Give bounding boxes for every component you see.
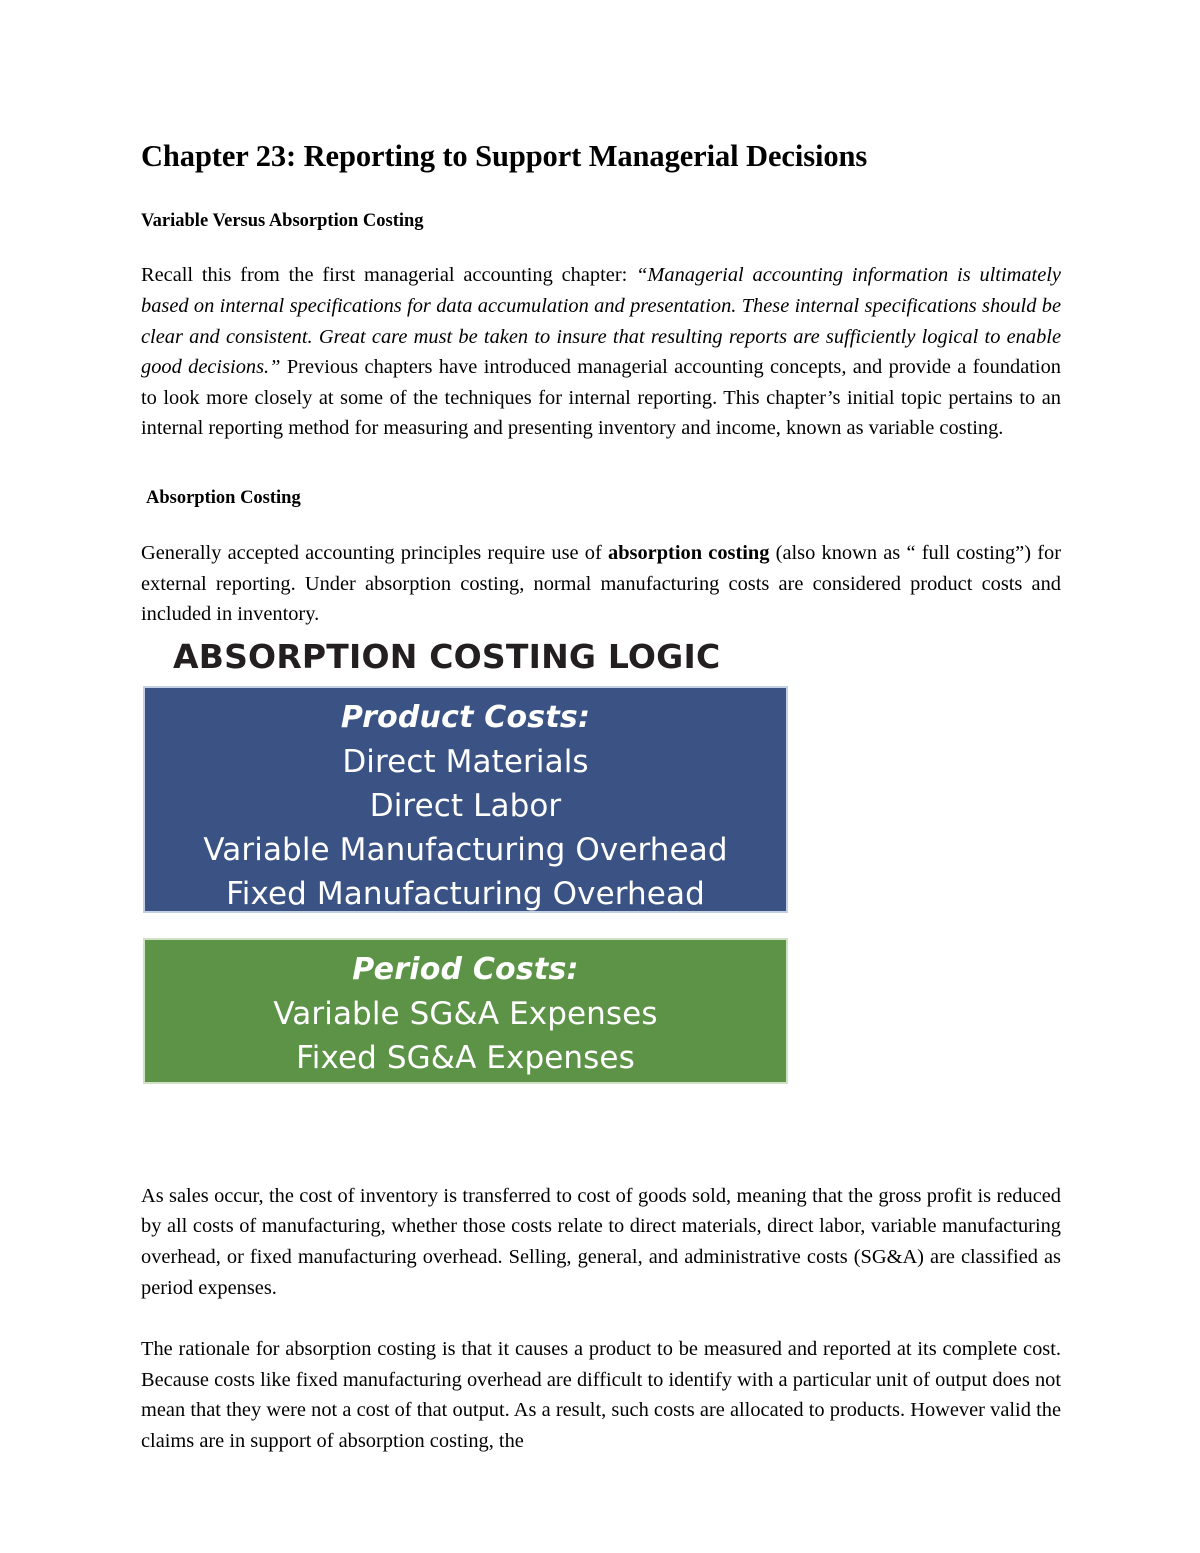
paragraph-intro-tail: Previous chapters have introduced managerial accounting concepts, and provide a foundation to look more closely at some of the techniques for internal reporting. This chapter’s initial topic pertains to an internal reporting method for measuring and presenting inventory and income, known as variable costing. [141,356,1061,440]
product-cost-item: Direct Materials [342,744,589,780]
paragraph-gaap-lead: Generally accepted accounting principles require use of [141,542,608,565]
paragraph-gaap [141,509,1061,630]
product-cost-item: Variable Manufacturing Overhead [203,832,728,868]
paragraph-rationale: The rationale for absorption costing is that it causes a product to be measured and reported at its complete cost. Because costs like fixed manufacturing overhead are difficult to identify with a particular unit of output does not mean that they were not a cost of that output. As a result, such costs are allocated to products. However valid the claims are in support of absorption costing, the [141,1338,1061,1453]
product-costs-heading: Product Costs: [340,700,591,735]
page-title: Chapter 23: Reporting to Support Managerial Decisions [141,139,868,173]
figure-title: ABSORPTION COSTING LOGIC [173,637,721,676]
paragraph-sales-occur: As sales occur, the cost of inventory is transferred to cost of goods sold, meaning that the gross profit is reduced by all costs of manufacturing, whether those costs relate to direct materials, direct labor, variable manufacturing overhead, or fixed manufacturing overhead. Selling, general, and administrative costs (SG&A) are classified as period expenses. [141,1184,1061,1299]
section-heading-variable-versus-absorption-costing: Variable Versus Absorption Costing [141,211,424,232]
document-body [141,0,1061,1457]
period-cost-item: Fixed SG&A Expenses [296,1040,635,1076]
product-cost-item: Fixed Manufacturing Overhead [226,876,705,912]
paragraph-gaap-tail: (also known as “ full costing”) for external reporting. Under absorption costing, normal manufacturing costs are considered product costs and included in inventory. [141,542,1061,626]
term-absorption-costing: absorption costing [608,542,770,565]
period-cost-item: Variable SG&A Expenses [273,996,658,1032]
paragraph-intro-quote: “Managerial accounting information is ultimately based on internal specifications for data accumulation and presentation. These internal specifications should be clear and consistent. Great care must be taken to insure that resulting reports are sufficiently logical to enable good decisions.” [141,264,1061,379]
figure-spacer [141,630,1061,1181]
paragraph-intro-lead: Recall this from the first managerial accounting chapter: [141,264,637,287]
product-cost-item: Direct Labor [369,788,562,824]
period-costs-heading: Period Costs: [352,952,579,987]
paragraph-intro [141,232,1061,444]
subsection-heading-absorption-costing: Absorption Costing [146,487,301,508]
